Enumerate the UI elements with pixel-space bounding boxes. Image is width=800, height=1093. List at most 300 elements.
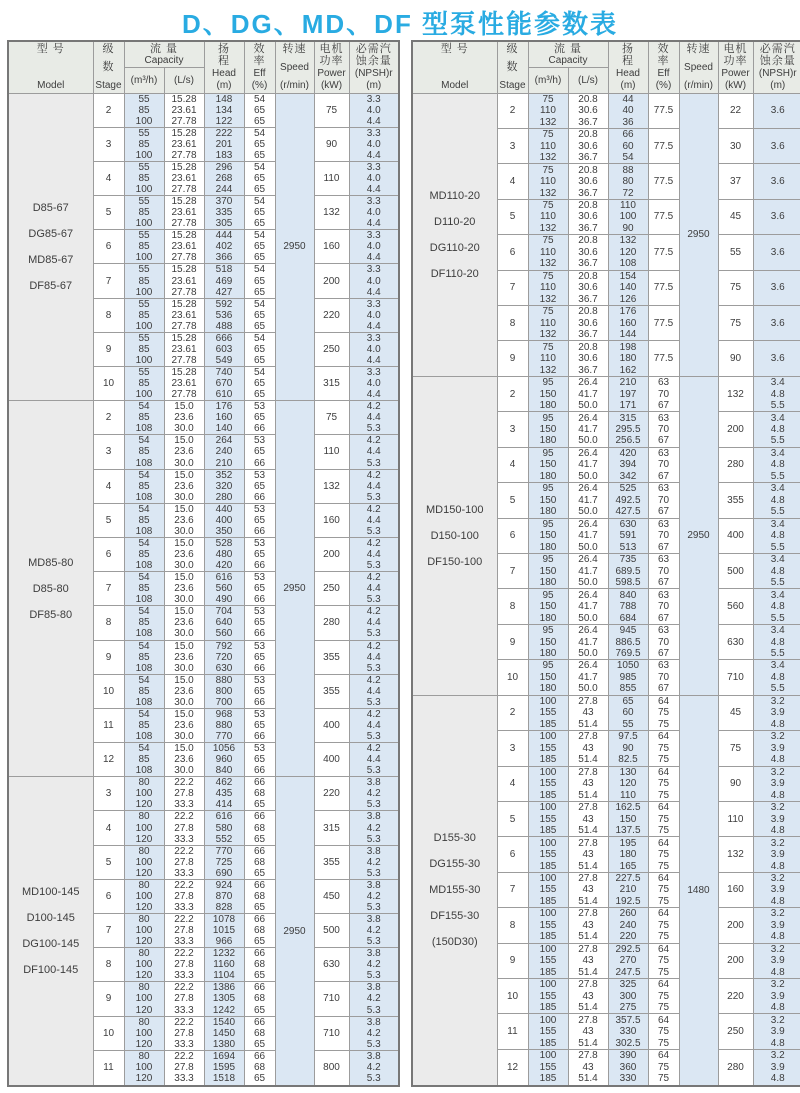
flow-m3h-value: 85 xyxy=(124,754,164,765)
eff-value: 65 xyxy=(244,321,275,333)
head-value: 244 xyxy=(204,184,244,196)
head-value: 330 xyxy=(608,1026,648,1037)
eff-value: 75 xyxy=(648,743,679,754)
head-value: 268 xyxy=(204,173,244,184)
npsh-value: 3.2 xyxy=(753,731,800,743)
model-label: D150-100 xyxy=(430,529,479,542)
flow-ls-value: 20.8 xyxy=(568,270,608,282)
flow-ls-value: 27.8 xyxy=(568,872,608,884)
flow-m3h-value: 185 xyxy=(528,967,568,979)
head-value: 357.5 xyxy=(608,1014,648,1026)
npsh-value: 4.0 xyxy=(349,207,399,218)
eff-value: 68 xyxy=(244,1062,275,1073)
head-value: 210 xyxy=(608,884,648,895)
flow-ls-value: 27.8 xyxy=(164,857,204,868)
tables-container xyxy=(7,40,800,1087)
head-value: 1694 xyxy=(204,1050,244,1062)
head-value: 880 xyxy=(204,720,244,731)
head-value: 720 xyxy=(204,652,244,663)
flow-ls-value: 30.0 xyxy=(164,663,204,675)
flow-m3h-value: 100 xyxy=(528,1049,568,1061)
power-cell: 500 xyxy=(718,553,753,588)
head-value: 110 xyxy=(608,199,648,211)
flow-m3h-value: 95 xyxy=(528,624,568,636)
eff-value: 70 xyxy=(648,672,679,683)
flow-ls-value: 51.4 xyxy=(568,1002,608,1014)
flow-m3h-value: 85 xyxy=(124,720,164,731)
flow-m3h-value: 150 xyxy=(528,388,568,399)
head-value: 366 xyxy=(204,252,244,264)
npsh-value: 4.2 xyxy=(349,891,399,902)
col-header-eff: 效 率 Eff (%) xyxy=(244,41,275,93)
head-value: 144 xyxy=(608,329,648,341)
eff-value: 53 xyxy=(244,401,275,413)
eff-value: 75 xyxy=(648,1037,679,1049)
head-value: 1386 xyxy=(204,982,244,994)
eff-value: 53 xyxy=(244,743,275,755)
eff-value: 65 xyxy=(244,686,275,697)
eff-value: 66 xyxy=(244,845,275,857)
npsh-value: 3.9 xyxy=(753,849,800,860)
power-cell: 132 xyxy=(718,376,753,411)
model-label: DG155-30 xyxy=(429,858,481,871)
eff-value: 53 xyxy=(244,572,275,584)
head-value: 402 xyxy=(204,241,244,252)
stage-cell: 11 xyxy=(93,708,124,742)
eff-value: 75 xyxy=(648,931,679,943)
flow-ls-value: 23.6 xyxy=(164,446,204,457)
npsh-value: 3.8 xyxy=(349,879,399,891)
flow-m3h-value: 150 xyxy=(528,601,568,612)
npsh-value: 4.2 xyxy=(349,857,399,868)
eff-value: 70 xyxy=(648,495,679,506)
head-value: 536 xyxy=(204,310,244,321)
stage-cell: 5 xyxy=(93,845,124,879)
npsh-value: 4.8 xyxy=(753,931,800,943)
power-cell: 250 xyxy=(718,1014,753,1049)
eff-value: 75 xyxy=(648,920,679,931)
flow-ls-value: 43 xyxy=(568,707,608,718)
npsh-value: 5.3 xyxy=(349,697,399,709)
power-cell: 110 xyxy=(718,801,753,836)
model-cell xyxy=(8,93,93,401)
head-value: 886.5 xyxy=(608,636,648,647)
npsh-value: 4.2 xyxy=(349,1028,399,1039)
model-label: D85-80 xyxy=(32,582,69,595)
power-cell: 75 xyxy=(718,306,753,341)
flow-m3h-value: 85 xyxy=(124,515,164,526)
head-value: 295.5 xyxy=(608,424,648,435)
power-cell: 220 xyxy=(314,777,349,811)
stage-cell: 8 xyxy=(93,948,124,982)
npsh-value: 5.3 xyxy=(349,526,399,538)
flow-m3h-value: 75 xyxy=(528,341,568,353)
eff-value: 63 xyxy=(648,624,679,636)
flow-m3h-value: 108 xyxy=(124,697,164,709)
head-value: 444 xyxy=(204,230,244,242)
npsh-value: 3.9 xyxy=(753,813,800,824)
model-label: DG85-67 xyxy=(28,227,74,240)
flow-m3h-value: 85 xyxy=(124,105,164,116)
power-cell: 160 xyxy=(314,230,349,264)
power-cell: 355 xyxy=(314,845,349,879)
flow-ls-value: 30.6 xyxy=(568,282,608,293)
npsh-value: 3.9 xyxy=(753,920,800,931)
power-cell: 37 xyxy=(718,164,753,199)
flow-m3h-value: 100 xyxy=(528,979,568,991)
npsh-value: 4.4 xyxy=(349,355,399,367)
head-value: 165 xyxy=(608,860,648,872)
npsh-value: 5.3 xyxy=(349,799,399,811)
model-label: DG110-20 xyxy=(429,241,480,254)
eff-value: 65 xyxy=(244,105,275,116)
flow-m3h-value: 155 xyxy=(528,1026,568,1037)
stage-cell: 2 xyxy=(497,376,528,411)
stage-cell: 11 xyxy=(93,1050,124,1086)
flow-m3h-value: 100 xyxy=(124,959,164,970)
flow-m3h-value: 85 xyxy=(124,481,164,492)
eff-value: 54 xyxy=(244,264,275,276)
flow-ls-value: 15.28 xyxy=(164,161,204,173)
flow-ls-value: 30.0 xyxy=(164,697,204,709)
npsh-value: 3.9 xyxy=(753,955,800,966)
flow-ls-value: 27.78 xyxy=(164,150,204,162)
npsh-value: 3.9 xyxy=(753,1026,800,1037)
flow-ls-value: 23.61 xyxy=(164,276,204,287)
flow-m3h-value: 132 xyxy=(528,116,568,128)
power-cell: 400 xyxy=(314,743,349,777)
eff-value: 66 xyxy=(244,765,275,777)
head-value: 122 xyxy=(204,116,244,128)
npsh-value: 3.2 xyxy=(753,766,800,778)
head-value: 201 xyxy=(204,139,244,150)
flow-m3h-value: 55 xyxy=(124,161,164,173)
power-cell: 250 xyxy=(314,332,349,366)
head-value: 108 xyxy=(608,258,648,270)
head-value: 1518 xyxy=(204,1073,244,1086)
npsh-value: 3.4 xyxy=(753,412,800,424)
eff-value: 75 xyxy=(648,754,679,766)
flow-m3h-value: 95 xyxy=(528,660,568,672)
flow-ls-value: 30.6 xyxy=(568,247,608,258)
head-value: 352 xyxy=(204,469,244,481)
flow-ls-value: 15.0 xyxy=(164,537,204,549)
flow-m3h-value: 85 xyxy=(124,686,164,697)
eff-value: 64 xyxy=(648,1049,679,1061)
flow-ls-value: 27.8 xyxy=(568,1014,608,1026)
head-value: 580 xyxy=(204,823,244,834)
head-value: 480 xyxy=(204,549,244,560)
model-label: DG100-145 xyxy=(22,938,80,951)
flow-m3h-value: 155 xyxy=(528,813,568,824)
flow-ls-value: 30.0 xyxy=(164,628,204,640)
npsh-value: 3.9 xyxy=(753,743,800,754)
eff-value: 65 xyxy=(244,1073,275,1086)
head-value: 150 xyxy=(608,813,648,824)
npsh-value: 4.2 xyxy=(349,606,399,618)
npsh-value: 5.5 xyxy=(753,400,800,412)
flow-ls-value: 22.2 xyxy=(164,879,204,891)
eff-value: 66 xyxy=(244,879,275,891)
npsh-value: 5.5 xyxy=(753,471,800,483)
eff-value: 77.5 xyxy=(648,270,679,305)
npsh-value: 3.6 xyxy=(753,93,800,128)
head-value: 270 xyxy=(608,955,648,966)
npsh-value: 3.9 xyxy=(753,1061,800,1072)
npsh-value: 5.3 xyxy=(349,868,399,880)
eff-value: 68 xyxy=(244,1028,275,1039)
flow-m3h-value: 185 xyxy=(528,1002,568,1014)
flow-m3h-value: 54 xyxy=(124,708,164,720)
flow-ls-value: 51.4 xyxy=(568,825,608,837)
flow-ls-value: 26.4 xyxy=(568,624,608,636)
eff-value: 54 xyxy=(244,230,275,242)
eff-value: 65 xyxy=(244,355,275,367)
eff-value: 77.5 xyxy=(648,93,679,128)
head-value: 488 xyxy=(204,321,244,333)
eff-value: 65 xyxy=(244,184,275,196)
npsh-value: 3.4 xyxy=(753,447,800,459)
flow-ls-value: 36.7 xyxy=(568,364,608,376)
flow-m3h-value: 85 xyxy=(124,412,164,423)
head-value: 1056 xyxy=(204,743,244,755)
flow-ls-value: 51.4 xyxy=(568,860,608,872)
flow-ls-value: 43 xyxy=(568,920,608,931)
npsh-value: 4.4 xyxy=(349,321,399,333)
head-value: 490 xyxy=(204,594,244,606)
flow-m3h-value: 110 xyxy=(528,318,568,329)
head-value: 427.5 xyxy=(608,506,648,518)
stage-cell: 7 xyxy=(93,264,124,298)
flow-m3h-value: 95 xyxy=(528,447,568,459)
stage-cell: 3 xyxy=(497,128,528,163)
model-label: DF85-67 xyxy=(29,279,73,292)
head-value: 320 xyxy=(204,481,244,492)
stage-cell: 10 xyxy=(93,1016,124,1050)
head-value: 462 xyxy=(204,777,244,789)
eff-value: 66 xyxy=(244,526,275,538)
power-cell: 280 xyxy=(718,1049,753,1086)
head-value: 769.5 xyxy=(608,648,648,660)
flow-m3h-value: 100 xyxy=(528,731,568,743)
stage-cell: 10 xyxy=(497,979,528,1014)
flow-ls-value: 23.6 xyxy=(164,652,204,663)
flow-m3h-value: 55 xyxy=(124,127,164,139)
npsh-value: 4.2 xyxy=(349,401,399,413)
eff-value: 75 xyxy=(648,896,679,908)
stage-cell: 7 xyxy=(497,553,528,588)
flow-ls-value: 23.61 xyxy=(164,344,204,355)
head-value: 469 xyxy=(204,276,244,287)
flow-m3h-value: 120 xyxy=(124,834,164,846)
model-cell xyxy=(412,695,497,1086)
col-header-head: 扬 程 Head (m) xyxy=(204,41,244,93)
head-value: 855 xyxy=(608,683,648,695)
flow-m3h-value: 120 xyxy=(124,970,164,982)
npsh-value: 3.2 xyxy=(753,979,800,991)
flow-m3h-value: 185 xyxy=(528,719,568,731)
npsh-value: 3.8 xyxy=(349,777,399,789)
flow-ls-value: 23.61 xyxy=(164,173,204,184)
npsh-value: 3.6 xyxy=(753,341,800,376)
npsh-value: 5.3 xyxy=(349,458,399,470)
head-value: 1050 xyxy=(608,660,648,672)
eff-value: 64 xyxy=(648,1014,679,1026)
flow-ls-value: 23.61 xyxy=(164,139,204,150)
stage-cell: 5 xyxy=(497,199,528,234)
model-cell xyxy=(8,777,93,1086)
eff-value: 67 xyxy=(648,400,679,412)
head-value: 300 xyxy=(608,991,648,1002)
flow-ls-value: 33.3 xyxy=(164,799,204,811)
flow-ls-value: 23.61 xyxy=(164,105,204,116)
flow-ls-value: 30.0 xyxy=(164,458,204,470)
npsh-value: 5.3 xyxy=(349,731,399,743)
npsh-value: 3.2 xyxy=(753,801,800,813)
eff-value: 65 xyxy=(244,1005,275,1017)
flow-ls-value: 27.8 xyxy=(164,1028,204,1039)
flow-ls-value: 15.0 xyxy=(164,743,204,755)
flow-m3h-value: 155 xyxy=(528,743,568,754)
head-value: 120 xyxy=(608,247,648,258)
head-value: 220 xyxy=(608,931,648,943)
eff-value: 75 xyxy=(648,1073,679,1086)
col-header-npsh: 必需汽 蚀余量 (NPSH)r (m) xyxy=(349,41,399,93)
flow-m3h-value: 110 xyxy=(528,176,568,187)
npsh-value: 3.2 xyxy=(753,943,800,955)
eff-value: 65 xyxy=(244,652,275,663)
eff-value: 65 xyxy=(244,549,275,560)
head-value: 180 xyxy=(608,353,648,364)
model-cell xyxy=(8,401,93,777)
stage-cell: 9 xyxy=(93,640,124,674)
npsh-value: 3.3 xyxy=(349,127,399,139)
flow-m3h-value: 150 xyxy=(528,424,568,435)
npsh-value: 3.2 xyxy=(753,1014,800,1026)
eff-value: 65 xyxy=(244,834,275,846)
npsh-value: 4.0 xyxy=(349,139,399,150)
flow-m3h-value: 54 xyxy=(124,640,164,652)
npsh-value: 4.8 xyxy=(753,719,800,731)
col-header-m3h: (m³/h) xyxy=(124,67,164,93)
npsh-value: 5.3 xyxy=(349,594,399,606)
eff-value: 70 xyxy=(648,388,679,399)
head-value: 968 xyxy=(204,708,244,720)
eff-value: 65 xyxy=(244,799,275,811)
stage-cell: 5 xyxy=(497,483,528,518)
col-header-ls: (L/s) xyxy=(164,67,204,93)
flow-ls-value: 20.8 xyxy=(568,199,608,211)
npsh-value: 5.3 xyxy=(349,1005,399,1017)
npsh-value: 4.4 xyxy=(349,287,399,299)
eff-value: 67 xyxy=(648,683,679,695)
head-value: 630 xyxy=(204,663,244,675)
eff-value: 54 xyxy=(244,127,275,139)
flow-m3h-value: 108 xyxy=(124,560,164,572)
head-value: 427 xyxy=(204,287,244,299)
power-cell: 132 xyxy=(314,469,349,503)
flow-m3h-value: 110 xyxy=(528,353,568,364)
eff-value: 63 xyxy=(648,447,679,459)
head-value: 148 xyxy=(204,93,244,105)
flow-ls-value: 15.0 xyxy=(164,469,204,481)
col-header-model: 型 号 Model xyxy=(8,41,93,93)
flow-m3h-value: 108 xyxy=(124,594,164,606)
flow-m3h-value: 185 xyxy=(528,931,568,943)
head-value: 1305 xyxy=(204,993,244,1004)
flow-ls-value: 15.0 xyxy=(164,572,204,584)
npsh-value: 4.0 xyxy=(349,310,399,321)
col-header-stage: 级 数 Stage xyxy=(93,41,124,93)
stage-cell: 8 xyxy=(93,298,124,332)
head-value: 110 xyxy=(608,789,648,801)
eff-value: 70 xyxy=(648,530,679,541)
flow-m3h-value: 55 xyxy=(124,230,164,242)
npsh-value: 4.2 xyxy=(349,435,399,447)
head-value: 130 xyxy=(608,766,648,778)
npsh-value: 4.4 xyxy=(349,252,399,264)
flow-m3h-value: 150 xyxy=(528,495,568,506)
npsh-value: 4.2 xyxy=(349,708,399,720)
flow-ls-value: 30.0 xyxy=(164,423,204,435)
head-value: 137.5 xyxy=(608,825,648,837)
flow-ls-value: 23.6 xyxy=(164,754,204,765)
speed-cell: 2950 xyxy=(275,777,314,1086)
npsh-value: 5.3 xyxy=(349,1039,399,1051)
flow-ls-value: 27.8 xyxy=(164,1062,204,1073)
head-value: 264 xyxy=(204,435,244,447)
flow-ls-value: 20.8 xyxy=(568,93,608,105)
flow-ls-value: 27.78 xyxy=(164,287,204,299)
npsh-value: 3.8 xyxy=(349,914,399,926)
npsh-value: 3.8 xyxy=(349,1016,399,1028)
flow-ls-value: 51.4 xyxy=(568,754,608,766)
npsh-value: 4.0 xyxy=(349,241,399,252)
flow-ls-value: 27.8 xyxy=(164,823,204,834)
head-value: 420 xyxy=(608,447,648,459)
head-value: 80 xyxy=(608,176,648,187)
pump-table-right xyxy=(411,40,800,1087)
flow-ls-value: 43 xyxy=(568,849,608,860)
flow-m3h-value: 100 xyxy=(124,993,164,1004)
head-value: 704 xyxy=(204,606,244,618)
eff-value: 65 xyxy=(244,287,275,299)
eff-value: 77.5 xyxy=(648,341,679,376)
flow-m3h-value: 80 xyxy=(124,948,164,960)
flow-m3h-value: 85 xyxy=(124,583,164,594)
stage-cell: 7 xyxy=(93,914,124,948)
npsh-value: 4.8 xyxy=(753,967,800,979)
stage-cell: 8 xyxy=(497,908,528,943)
model-label: MD85-80 xyxy=(28,556,74,569)
flow-ls-value: 15.28 xyxy=(164,332,204,344)
flow-m3h-value: 80 xyxy=(124,982,164,994)
flow-ls-value: 20.8 xyxy=(568,164,608,176)
flow-m3h-value: 100 xyxy=(124,788,164,799)
flow-m3h-value: 55 xyxy=(124,298,164,310)
flow-ls-value: 50.0 xyxy=(568,506,608,518)
flow-m3h-value: 132 xyxy=(528,258,568,270)
page-title: D、DG、MD、DF 型泵性能参数表 xyxy=(181,9,619,39)
stage-cell: 4 xyxy=(93,811,124,845)
power-cell: 75 xyxy=(718,731,753,766)
flow-ls-value: 36.7 xyxy=(568,152,608,164)
npsh-value: 4.2 xyxy=(349,537,399,549)
flow-ls-value: 15.0 xyxy=(164,503,204,515)
power-cell: 355 xyxy=(314,640,349,674)
npsh-value: 4.4 xyxy=(349,686,399,697)
head-value: 55 xyxy=(608,719,648,731)
